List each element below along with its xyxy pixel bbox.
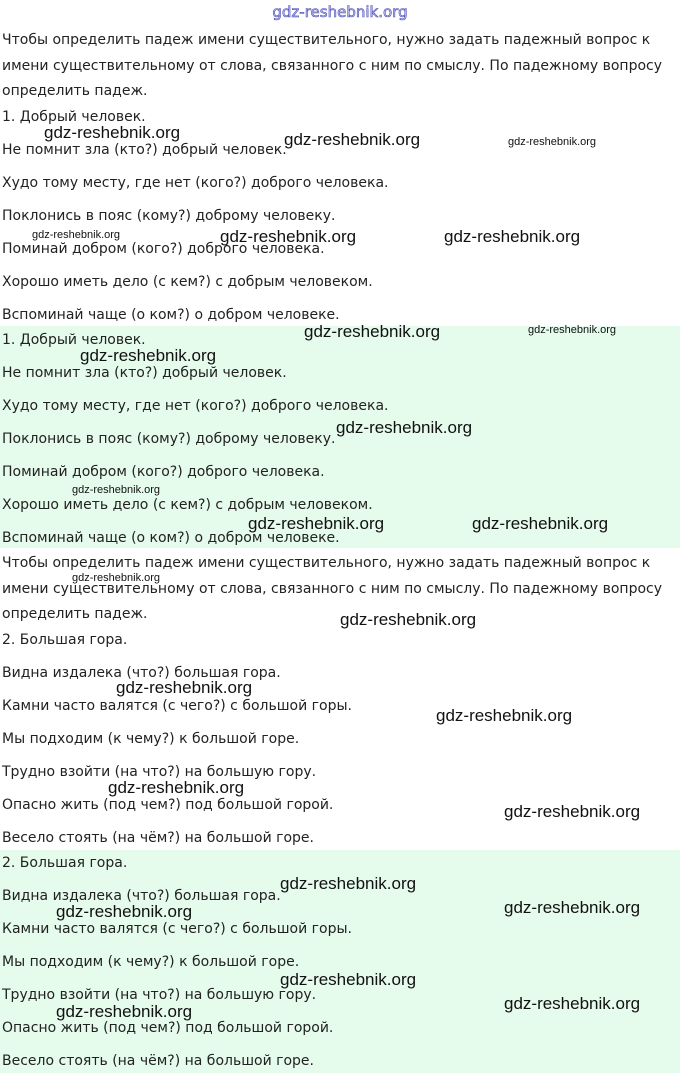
site-watermark: gdz-reshebnik.org	[72, 484, 161, 496]
example-line: Худо тому месту, где нет (кого?) доброго человека.	[2, 175, 389, 191]
example-line: Весело стоять (на чём?) на большой горе.	[2, 830, 314, 846]
example-line: Опасно жить (под чем?) под большой горой.	[2, 797, 334, 813]
intro-line: определить падеж.	[2, 606, 148, 622]
example-line: Не помнит зла (кто?) добрый человек.	[2, 142, 287, 158]
intro-line: Чтобы определить падеж имени существительного, нужно задать падежный вопрос к	[2, 32, 651, 48]
site-watermark: gdz-reshebnik.org	[56, 1002, 193, 1021]
site-watermark: gdz-reshebnik.org	[340, 610, 477, 629]
site-watermark: gdz-reshebnik.org	[44, 123, 181, 142]
example-line: Поклонись в пояс (кому?) доброму человеку.	[2, 208, 336, 224]
site-watermark: gdz-reshebnik.org	[56, 902, 193, 921]
site-watermark: gdz-reshebnik.org	[472, 514, 609, 533]
site-watermark: gdz-reshebnik.org	[436, 706, 573, 725]
example-line: Камни часто валятся (с чего?) с большой горы.	[2, 921, 352, 937]
site-watermark: gdz-reshebnik.org	[116, 678, 253, 697]
example-heading: 1. Добрый человек.	[2, 109, 146, 125]
example-line: Хорошо иметь дело (с кем?) с добрым человеком.	[2, 274, 373, 290]
example-line: Трудно взойти (на что?) на большую гору.	[2, 987, 317, 1003]
example-line: Поклонись в пояс (кому?) доброму человеку.	[2, 431, 336, 447]
site-watermark: gdz-reshebnik.org	[280, 970, 417, 989]
example-line: Камни часто валятся (с чего?) с большой горы.	[2, 698, 352, 714]
example-line: Видна издалека (что?) большая гора.	[2, 665, 281, 681]
site-watermark: gdz-reshebnik.org	[108, 778, 245, 797]
example-heading: 2. Большая гора.	[2, 855, 128, 871]
site-watermark: gdz-reshebnik.org	[80, 346, 217, 365]
site-watermark: gdz-reshebnik.org	[444, 227, 581, 246]
intro-line: определить падеж.	[2, 83, 148, 99]
example-line: Вспоминай чаще (о ком?) о добром человеке.	[2, 530, 340, 546]
site-watermark-header: gdz-reshebnik.org	[272, 3, 408, 21]
example-line: Вспоминай чаще (о ком?) о добром человеке.	[2, 307, 340, 323]
example-line: Мы подходим (к чему?) к большой горе.	[2, 731, 300, 747]
example-line: Поминай добром (кого?) доброго человека.	[2, 464, 325, 480]
site-watermark: gdz-reshebnik.org	[528, 324, 617, 336]
site-watermark: gdz-reshebnik.org	[280, 874, 417, 893]
example-line: Мы подходим (к чему?) к большой горе.	[2, 954, 300, 970]
intro-line: имени существительному от слова, связанного с ним по смыслу. По падежному вопросу	[2, 58, 663, 74]
site-watermark: gdz-reshebnik.org	[248, 514, 385, 533]
site-watermark: gdz-reshebnik.org	[504, 994, 641, 1013]
answer-section-1	[0, 0, 680, 326]
site-watermark: gdz-reshebnik.org	[508, 136, 597, 148]
example-line: Не помнит зла (кто?) добрый человек.	[2, 365, 287, 381]
example-line: Опасно жить (под чем?) под большой горой.	[2, 1020, 334, 1036]
site-watermark: gdz-reshebnik.org	[72, 572, 161, 584]
example-line: Поминай добром (кого?) доброго человека.	[2, 241, 325, 257]
site-watermark: gdz-reshebnik.org	[220, 227, 357, 246]
site-watermark: gdz-reshebnik.org	[504, 802, 641, 821]
site-watermark: gdz-reshebnik.org	[304, 322, 441, 341]
site-watermark: gdz-reshebnik.org	[284, 130, 421, 149]
site-watermark: gdz-reshebnik.org	[32, 229, 121, 241]
example-line: Весело стоять (на чём?) на большой горе.	[2, 1053, 314, 1069]
example-line: Хорошо иметь дело (с кем?) с добрым человеком.	[2, 497, 373, 513]
intro-line: имени существительному от слова, связанного с ним по смыслу. По падежному вопросу	[2, 581, 663, 597]
example-line: Видна издалека (что?) большая гора.	[2, 888, 281, 904]
site-watermark: gdz-reshebnik.org	[504, 898, 641, 917]
example-line: Трудно взойти (на что?) на большую гору.	[2, 764, 317, 780]
example-heading: 1. Добрый человек.	[2, 332, 146, 348]
example-line: Худо тому месту, где нет (кого?) доброго человека.	[2, 398, 389, 414]
intro-line: Чтобы определить падеж имени существительного, нужно задать падежный вопрос к	[2, 555, 651, 571]
example-heading: 2. Большая гора.	[2, 632, 128, 648]
site-watermark: gdz-reshebnik.org	[336, 418, 473, 437]
